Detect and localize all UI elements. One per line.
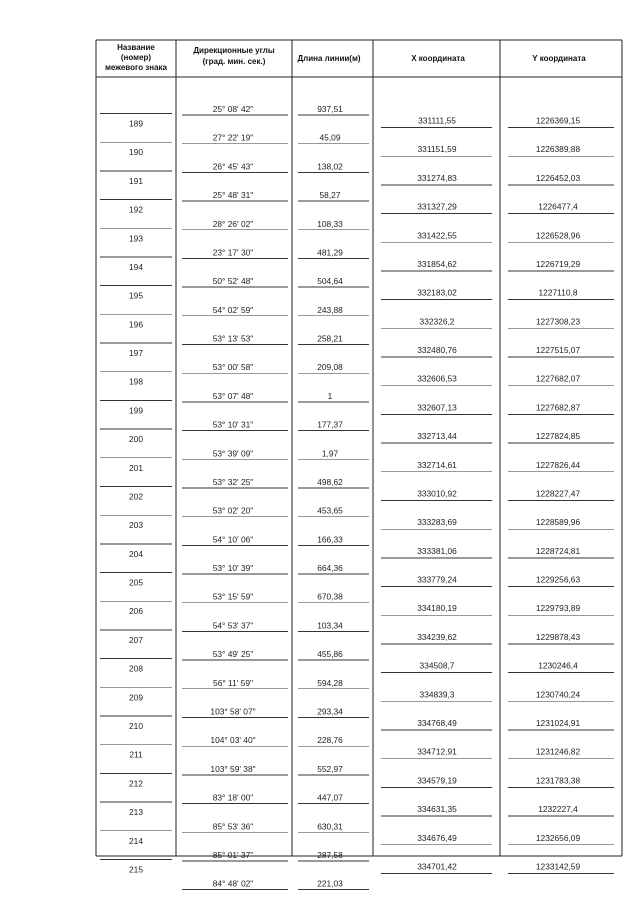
point-x-coordinate: 334180,19	[417, 603, 457, 614]
point-name: 195	[129, 290, 143, 301]
point-name: 210	[129, 720, 143, 731]
point-x-coordinate: 333381,06	[417, 545, 457, 556]
point-x-coordinate: 334508,7	[419, 660, 455, 671]
point-name: 205	[129, 577, 143, 588]
segment-row	[182, 821, 369, 832]
table-body	[100, 104, 614, 890]
table-header	[105, 43, 586, 72]
segment-angle: 50° 52' 48"	[212, 276, 254, 287]
segment-row	[182, 219, 369, 230]
segment-angle: 53° 10' 39"	[212, 563, 254, 574]
header-name-line-1: Название	[117, 43, 155, 52]
segment-length: 552,97	[317, 763, 343, 774]
point-name: 198	[129, 376, 143, 387]
segment-angle: 28° 26' 02"	[212, 218, 254, 229]
segment-angle: 85° 53' 36"	[212, 821, 254, 832]
point-row	[100, 716, 614, 731]
segment-angle: 54° 53' 37"	[212, 620, 254, 631]
segment-length: 258,21	[317, 333, 343, 344]
segment-angle: 25° 08' 42"	[212, 104, 254, 114]
segment-angle: 53° 10' 31"	[212, 419, 254, 430]
segment-row	[182, 620, 369, 631]
point-x-coordinate: 334701,42	[417, 861, 457, 872]
header-angles-line-2: (град. мин. сек.)	[202, 57, 266, 66]
point-x-coordinate: 331327,29	[417, 201, 457, 212]
point-row	[100, 142, 614, 157]
point-row	[100, 630, 614, 645]
segment-row	[182, 133, 369, 144]
segment-length: 937,51	[317, 104, 343, 114]
segment-angle: 56° 11' 59"	[213, 677, 253, 688]
segment-row	[182, 534, 369, 545]
segment-length: 504,64	[317, 276, 343, 287]
point-row	[100, 171, 614, 186]
segment-angle: 27° 22' 19"	[212, 132, 254, 143]
segment-angle: 53° 39' 09"	[212, 448, 254, 459]
point-name: 192	[129, 204, 143, 215]
header-angles-line-1: Дирекционные углы	[193, 46, 275, 55]
point-name: 193	[129, 233, 143, 244]
point-row	[100, 859, 614, 874]
segment-angle: 26° 45' 43"	[212, 161, 254, 172]
segment-length: 103,34	[317, 620, 343, 631]
segment-length: 447,07	[317, 792, 343, 803]
point-name: 212	[129, 778, 143, 789]
point-y-coordinate: 1232227,4	[538, 804, 578, 815]
point-x-coordinate: 334631,35	[417, 804, 457, 815]
segment-row	[182, 506, 369, 517]
segment-angle: 53° 00' 58"	[212, 362, 254, 373]
point-x-coordinate: 334239,62	[417, 631, 457, 642]
point-x-coordinate: 332714,61	[417, 459, 457, 470]
point-name: 214	[129, 835, 143, 846]
point-row	[100, 486, 614, 501]
segment-row	[182, 850, 369, 861]
point-y-coordinate: 1227110,8	[538, 287, 578, 298]
point-name: 211	[129, 749, 143, 760]
segment-length: 670,38	[317, 591, 343, 602]
segment-angle: 104° 03' 40"	[210, 735, 256, 746]
point-row	[100, 429, 614, 444]
point-y-coordinate: 1228724,81	[535, 545, 581, 556]
point-x-coordinate: 332480,76	[417, 345, 457, 356]
point-name: 197	[129, 348, 143, 359]
point-y-coordinate: 1232656,09	[535, 832, 581, 843]
segment-row	[182, 362, 369, 373]
point-name: 209	[129, 692, 143, 703]
point-y-coordinate: 1231024,91	[535, 717, 581, 728]
point-x-coordinate: 333779,24	[417, 574, 457, 585]
point-name: 204	[129, 548, 143, 559]
segment-length: 166,33	[317, 534, 343, 545]
segment-length: 664,36	[317, 563, 343, 574]
point-row	[100, 831, 614, 846]
point-row	[100, 573, 614, 588]
point-name: 201	[129, 462, 143, 473]
segment-angle: 85° 01' 37"	[212, 849, 254, 860]
point-y-coordinate: 1226477,4	[538, 201, 578, 212]
segment-length: 58,27	[319, 190, 341, 201]
point-row	[100, 544, 614, 559]
point-name: 202	[129, 491, 143, 502]
segment-angle: 103° 58' 07"	[210, 706, 256, 717]
segment-row	[182, 592, 369, 603]
point-y-coordinate: 1231783,38	[535, 775, 581, 786]
point-name: 189	[129, 118, 143, 129]
point-y-coordinate: 1229793,89	[535, 603, 581, 614]
segment-angle: 53° 49' 25"	[212, 649, 254, 660]
point-x-coordinate: 332607,13	[417, 402, 457, 413]
point-row	[100, 372, 614, 387]
point-y-coordinate: 1228227,47	[535, 488, 581, 499]
segment-angle: 103° 59' 38"	[210, 763, 256, 774]
header-y-coordinate: Y координата	[532, 54, 586, 63]
point-x-coordinate: 332326,2	[419, 316, 455, 327]
point-y-coordinate: 1227824,85	[535, 431, 581, 442]
segment-row	[182, 420, 369, 431]
point-y-coordinate: 1226719,29	[535, 258, 581, 269]
point-row	[100, 257, 614, 272]
segment-angle: 53° 32' 25"	[212, 476, 254, 487]
segment-angle: 53° 15' 59"	[212, 591, 254, 602]
segment-length: 293,34	[317, 706, 343, 717]
point-name: 208	[129, 663, 143, 674]
segment-length: 481,29	[317, 247, 343, 258]
point-name: 196	[129, 319, 143, 330]
segment-row	[182, 735, 369, 746]
point-name: 199	[129, 405, 143, 416]
point-y-coordinate: 1230246,4	[538, 660, 578, 671]
point-name: 207	[129, 634, 143, 645]
point-x-coordinate: 332606,53	[417, 373, 457, 384]
segment-length: 177,37	[317, 419, 343, 430]
segment-row	[182, 190, 369, 201]
segment-length: 228,76	[317, 735, 343, 746]
segment-row	[182, 706, 369, 717]
segment-row	[182, 649, 369, 660]
segment-length: 498,62	[317, 476, 343, 487]
header-name-line-3: межевого знака	[104, 63, 168, 72]
segment-length: 630,31	[317, 821, 343, 832]
point-y-coordinate: 1227826,44	[535, 459, 581, 470]
segment-length: 209,08	[317, 362, 343, 373]
point-y-coordinate: 1230740,24	[535, 689, 581, 700]
point-y-coordinate: 1226369,15	[535, 115, 581, 126]
point-row	[100, 659, 614, 674]
point-row	[100, 745, 614, 760]
segment-row	[182, 477, 369, 488]
point-name: 203	[129, 520, 143, 531]
segment-row	[182, 161, 369, 172]
point-x-coordinate: 333283,69	[417, 517, 457, 528]
point-y-coordinate: 1229878,43	[535, 631, 581, 642]
header-x-coordinate: X координата	[411, 54, 465, 63]
point-name: 190	[129, 147, 143, 158]
point-y-coordinate: 1227515,07	[535, 345, 581, 356]
segment-angle: 54° 10' 06"	[212, 534, 254, 545]
point-row	[100, 200, 614, 215]
point-x-coordinate: 331111,55	[418, 115, 456, 126]
point-x-coordinate: 334839,3	[419, 689, 455, 700]
point-y-coordinate: 1227682,87	[535, 402, 581, 413]
point-row	[100, 687, 614, 702]
point-x-coordinate: 332183,02	[417, 287, 457, 298]
segment-length: 453,65	[317, 505, 343, 516]
point-y-coordinate: 1227682,07	[535, 373, 581, 384]
point-y-coordinate: 1227308,23	[535, 316, 581, 327]
point-x-coordinate: 331422,55	[417, 230, 457, 241]
segment-row	[182, 879, 369, 890]
point-y-coordinate: 1226452,03	[535, 172, 581, 183]
segment-row	[182, 678, 369, 689]
point-row	[100, 400, 614, 415]
point-y-coordinate: 1228589,96	[535, 517, 581, 528]
point-name: 215	[129, 864, 143, 875]
point-row	[100, 773, 614, 788]
point-row	[100, 343, 614, 358]
segment-length: 243,88	[317, 304, 343, 315]
header-length: Длина линии(м)	[297, 54, 361, 63]
point-y-coordinate: 1231246,82	[535, 746, 581, 757]
segment-length: 1	[327, 390, 333, 401]
point-x-coordinate: 331151,59	[417, 144, 457, 155]
segment-length: 594,28	[317, 677, 343, 688]
segment-length: 1,97	[321, 448, 339, 459]
point-row	[100, 601, 614, 616]
point-row	[100, 515, 614, 530]
segment-length: 221,03	[317, 878, 343, 889]
point-name: 206	[129, 606, 143, 617]
point-row	[100, 314, 614, 329]
point-x-coordinate: 331274,83	[417, 172, 457, 183]
segment-row	[182, 448, 369, 459]
point-name: 191	[129, 175, 143, 186]
point-row	[100, 228, 614, 243]
point-row	[100, 458, 614, 473]
segment-row	[182, 391, 369, 402]
segment-angle: 84° 48' 02"	[212, 878, 254, 889]
segment-row	[182, 334, 369, 345]
point-x-coordinate: 332713,44	[417, 431, 457, 442]
segment-angle: 54° 02' 59"	[212, 304, 254, 315]
point-x-coordinate: 334768,49	[417, 717, 457, 728]
segment-row	[182, 305, 369, 316]
point-x-coordinate: 334712,91	[417, 746, 457, 757]
table-grid	[96, 40, 622, 856]
point-x-coordinate: 334676,49	[417, 832, 457, 843]
segment-length: 455,86	[317, 649, 343, 660]
segment-length: 108,33	[317, 218, 343, 229]
point-x-coordinate: 334579,19	[417, 775, 457, 786]
point-name: 194	[129, 261, 143, 272]
point-row	[100, 802, 614, 817]
point-y-coordinate: 1229256,63	[535, 574, 581, 585]
point-name: 200	[129, 434, 143, 445]
header-name-line-2: (номер)	[120, 53, 152, 62]
segment-row	[182, 764, 369, 775]
segment-angle: 23° 17' 30"	[212, 247, 254, 258]
point-name: 213	[129, 807, 143, 818]
segment-angle: 53° 07' 48"	[212, 390, 254, 401]
segment-angle: 25° 48' 31"	[212, 190, 254, 201]
point-x-coordinate: 333010,92	[417, 488, 457, 499]
point-row	[100, 114, 614, 129]
point-x-coordinate: 331854,62	[417, 258, 457, 269]
segment-angle: 83° 18' 00"	[212, 792, 254, 803]
point-y-coordinate: 1226389,88	[535, 144, 581, 155]
segment-row	[182, 793, 369, 804]
segment-row	[182, 276, 369, 287]
point-row	[100, 286, 614, 301]
point-y-coordinate: 1226528,96	[535, 230, 581, 241]
segment-angle: 53° 13' 53"	[212, 333, 254, 344]
point-y-coordinate: 1233142,59	[535, 861, 581, 872]
segment-length: 138,02	[317, 161, 343, 172]
segment-row	[182, 104, 369, 115]
segment-length: 287,58	[317, 849, 343, 860]
segment-row	[182, 247, 369, 258]
segment-row	[182, 563, 369, 574]
segment-length: 45,09	[319, 132, 341, 143]
segment-angle: 53° 02' 20"	[212, 505, 254, 516]
